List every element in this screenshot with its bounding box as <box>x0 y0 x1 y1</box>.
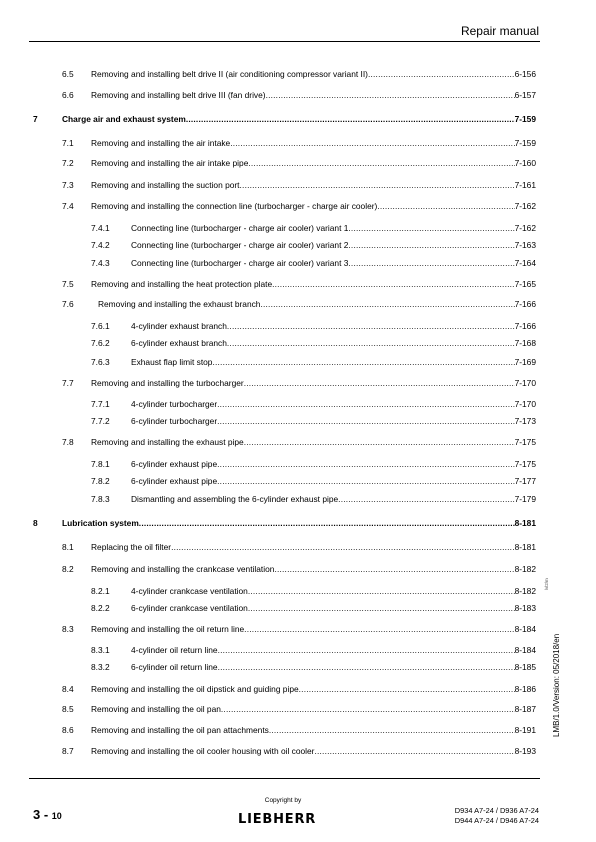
toc-title: Removing and installing the turbocharger <box>91 378 244 388</box>
toc-page: 8-193 <box>514 746 536 756</box>
toc-title: Replacing the oil filter <box>91 542 172 552</box>
toc-entry <box>131 319 536 333</box>
toc-title: Lubrication system <box>62 518 139 528</box>
toc-page: 7-162 <box>514 223 536 233</box>
document-version: LMB/1.0/Version: 05/2018/en <box>552 633 561 737</box>
toc-leader-dots <box>248 584 515 598</box>
toc-leader-dots <box>269 723 515 737</box>
toc-leader-dots <box>186 112 515 126</box>
toc-section[interactable] <box>0 562 596 576</box>
toc-title: Removing and installing the oil pan attachments <box>91 725 269 735</box>
toc-leader-dots <box>227 319 515 333</box>
toc-number: 7.1 <box>62 138 74 148</box>
toc-section[interactable] <box>0 156 596 170</box>
model-designations <box>455 806 539 826</box>
toc-title: Removing and installing the air intake <box>91 138 231 148</box>
toc-leader-dots <box>217 457 514 471</box>
toc-page: 7-159 <box>514 114 536 124</box>
page-number-sub: 10 <box>51 811 62 821</box>
toc-leader-dots <box>348 238 514 252</box>
toc-number: 7.5 <box>62 279 74 289</box>
toc-number: 7.6.2 <box>91 338 110 348</box>
toc-subsection[interactable] <box>0 336 596 350</box>
toc-entry <box>91 562 536 576</box>
toc-entry <box>62 112 536 126</box>
toc-title: Removing and installing belt drive II (air conditioning compressor variant II) <box>91 69 368 79</box>
brand-logo: LIEBHERR <box>238 812 317 827</box>
toc-number: 7.3 <box>62 180 74 190</box>
toc-title: Removing and installing the exhaust pipe <box>91 437 244 447</box>
toc-page: 7-164 <box>514 258 536 268</box>
toc-leader-dots <box>244 376 515 390</box>
toc-section[interactable] <box>0 199 596 213</box>
toc-entry <box>91 435 536 449</box>
models-line-1: D934 A7-24 / D936 A7-24 <box>454 806 539 815</box>
toc-subsection[interactable] <box>0 601 596 615</box>
toc-number: 7.7.1 <box>91 399 110 409</box>
toc-leader-dots <box>217 397 514 411</box>
toc-leader-dots <box>230 136 514 150</box>
toc-title: Connecting line (turbocharger - charge air cooler) variant 1 <box>131 223 349 233</box>
toc-page: 8-182 <box>514 586 536 596</box>
toc-number: 7.7 <box>62 378 74 388</box>
toc-entry <box>131 474 536 488</box>
toc-page: 6-156 <box>514 69 536 79</box>
toc-leader-dots <box>240 178 515 192</box>
toc-leader-dots <box>248 601 515 615</box>
toc-leader-dots <box>171 540 515 554</box>
toc-number: 8.3.1 <box>91 645 110 655</box>
toc-number: 7.8.1 <box>91 459 110 469</box>
toc-entry <box>131 256 536 270</box>
toc-title: 6-cylinder turbocharger <box>131 416 218 426</box>
toc-title: 6-cylinder exhaust pipe <box>131 476 218 486</box>
toc-chapter[interactable] <box>0 112 596 126</box>
toc-section[interactable] <box>0 88 596 102</box>
header-rule <box>29 41 540 42</box>
toc-page: 8-191 <box>514 725 536 735</box>
toc-entry <box>91 136 536 150</box>
toc-number: 7.6.1 <box>91 321 110 331</box>
toc-page: 8-184 <box>514 645 536 655</box>
toc-entry <box>91 744 536 758</box>
toc-number: 7.7.2 <box>91 416 110 426</box>
toc-title: Dismantling and assembling the 6-cylinder exhaust pipe <box>131 494 339 504</box>
header-title: Repair manual <box>460 24 539 38</box>
toc-entry <box>91 682 536 696</box>
toc-entry <box>91 88 536 102</box>
toc-page: 7-163 <box>514 240 536 250</box>
toc-entry <box>91 199 536 213</box>
toc-leader-dots <box>244 435 515 449</box>
toc-title: Removing and installing the oil dipstick and guiding pipe <box>91 684 299 694</box>
toc-page: 7-166 <box>514 321 536 331</box>
toc-title: 4-cylinder oil return line <box>131 645 218 655</box>
toc-leader-dots <box>368 67 515 81</box>
copyright-label: Copyright by <box>264 797 302 804</box>
toc-section[interactable] <box>0 622 596 636</box>
toc-page: 8-184 <box>514 624 536 634</box>
toc-leader-dots <box>274 562 514 576</box>
page-number-chapter: 3 - <box>33 807 52 822</box>
toc-entry <box>91 540 536 554</box>
toc-title: 6-cylinder crankcase ventilation <box>131 603 248 613</box>
toc-page: 7-162 <box>514 201 536 211</box>
models-line-2: D944 A7-24 / D946 A7-24 <box>454 816 539 825</box>
toc-number: 6.6 <box>62 90 74 100</box>
toc-page: 8-183 <box>514 603 536 613</box>
toc-subsection[interactable] <box>0 355 596 369</box>
toc-title: Removing and installing the oil pan <box>91 704 221 714</box>
toc-title: Removing and installing the connection line (turbocharger - charge air cooler) <box>91 201 378 211</box>
toc-page: 7-159 <box>514 138 536 148</box>
toc-number: 7.4 <box>62 201 74 211</box>
toc-title: Removing and installing the exhaust branch <box>91 299 261 309</box>
toc-subsection[interactable] <box>0 660 596 674</box>
toc-page: 8-187 <box>514 704 536 714</box>
toc-number: 7.4.1 <box>91 223 110 233</box>
toc-title: 6-cylinder exhaust pipe <box>131 459 218 469</box>
page-number <box>33 807 62 822</box>
toc-entry <box>131 355 536 369</box>
toc-leader-dots <box>212 355 514 369</box>
toc-entry <box>131 221 536 235</box>
toc-page: 7-168 <box>514 338 536 348</box>
toc-page: 7-177 <box>514 476 536 486</box>
toc-leader-dots <box>348 256 514 270</box>
toc-leader-dots <box>248 156 514 170</box>
toc-title: Removing and installing belt drive III (fan drive) <box>91 90 266 100</box>
toc-section[interactable] <box>0 178 596 192</box>
toc-page: 8-182 <box>514 564 536 574</box>
toc-title: 4-cylinder exhaust branch <box>131 321 227 331</box>
toc-leader-dots <box>260 297 514 311</box>
toc-leader-dots <box>227 336 515 350</box>
toc-page: 7-175 <box>514 459 536 469</box>
toc-leader-dots <box>217 414 514 428</box>
toc-page: 7-160 <box>514 158 536 168</box>
toc-subsection[interactable] <box>0 319 596 333</box>
toc-subsection[interactable] <box>0 238 596 252</box>
toc-leader-dots <box>266 88 515 102</box>
toc-chapter[interactable] <box>0 516 596 530</box>
toc-title: Removing and installing the crankcase ventilation <box>91 564 275 574</box>
toc-entry <box>131 643 536 657</box>
toc-title: Removing and installing the heat protection plate <box>91 279 273 289</box>
toc-page: 7-173 <box>514 416 536 426</box>
toc-section[interactable] <box>0 702 596 716</box>
toc-page: 8-186 <box>514 684 536 694</box>
toc-leader-dots <box>314 744 514 758</box>
toc-subsection[interactable] <box>0 414 596 428</box>
toc-number: 8.2 <box>62 564 74 574</box>
toc-entry <box>131 601 536 615</box>
toc-entry <box>91 178 536 192</box>
toc-number: 7.8.3 <box>91 494 110 504</box>
toc-page: 8-181 <box>514 542 536 552</box>
toc-leader-dots <box>272 277 514 291</box>
toc-leader-dots <box>244 622 514 636</box>
toc-title: Removing and installing the suction port <box>91 180 240 190</box>
toc-page: 7-175 <box>514 437 536 447</box>
toc-leader-dots <box>348 221 514 235</box>
toc-leader-dots <box>299 682 515 696</box>
toc-entry <box>131 584 536 598</box>
toc-leader-dots <box>338 492 514 506</box>
toc-section[interactable] <box>0 723 596 737</box>
toc-number: 7.6.3 <box>91 357 110 367</box>
toc-entry <box>91 723 536 737</box>
toc-number: 8.7 <box>62 746 74 756</box>
toc-number: 7.4.2 <box>91 240 110 250</box>
toc-number: 7 <box>33 114 38 124</box>
toc-page: 8-185 <box>514 662 536 672</box>
toc-entry <box>131 397 536 411</box>
toc-subsection[interactable] <box>0 584 596 598</box>
toc-number: 8.2.2 <box>91 603 110 613</box>
toc-page: 7-161 <box>514 180 536 190</box>
toc-page: 7-170 <box>514 378 536 388</box>
toc-entry <box>131 238 536 252</box>
toc-subsection[interactable] <box>0 397 596 411</box>
toc-section[interactable] <box>0 435 596 449</box>
toc-number: 8.5 <box>62 704 74 714</box>
toc-number: 8.3.2 <box>91 662 110 672</box>
toc-number: 8.3 <box>62 624 74 634</box>
toc-entry <box>91 156 536 170</box>
toc-entry <box>91 622 536 636</box>
toc-title: 6-cylinder exhaust branch <box>131 338 227 348</box>
toc-section[interactable] <box>0 744 596 758</box>
toc-entry <box>62 516 536 530</box>
toc-entry <box>91 702 536 716</box>
toc-title: 4-cylinder turbocharger <box>131 399 218 409</box>
toc-page: 7-169 <box>514 357 536 367</box>
toc-title: Exhaust flap limit stop <box>131 357 213 367</box>
toc-title: 6-cylinder oil return line <box>131 662 218 672</box>
toc-page: 8-181 <box>514 518 536 528</box>
toc-section[interactable] <box>0 136 596 150</box>
toc-title: Removing and installing the oil cooler housing with oil cooler <box>91 746 315 756</box>
toc-subsection[interactable] <box>0 643 596 657</box>
toc-subsection[interactable] <box>0 474 596 488</box>
toc-title: Connecting line (turbocharger - charge air cooler) variant 3 <box>131 258 349 268</box>
toc-number: 8 <box>33 518 38 528</box>
toc-section[interactable] <box>0 682 596 696</box>
side-mark: lvl2/m <box>544 578 549 590</box>
toc-page: 7-165 <box>514 279 536 289</box>
toc-number: 7.2 <box>62 158 74 168</box>
toc-page: 7-166 <box>514 299 536 309</box>
toc-title: Connecting line (turbocharger - charge air cooler) variant 2 <box>131 240 349 250</box>
toc-leader-dots <box>139 516 515 530</box>
toc-number: 7.8 <box>62 437 74 447</box>
toc-entry <box>131 457 536 471</box>
toc-section[interactable] <box>0 297 596 311</box>
toc-number: 8.6 <box>62 725 74 735</box>
toc-section[interactable] <box>0 277 596 291</box>
toc-entry <box>91 297 536 311</box>
toc-title: Removing and installing the oil return line <box>91 624 245 634</box>
toc-title: 4-cylinder crankcase ventilation <box>131 586 248 596</box>
toc-leader-dots <box>221 702 515 716</box>
toc-entry <box>91 67 536 81</box>
toc-number: 7.6 <box>62 299 74 309</box>
toc-entry <box>91 277 536 291</box>
toc-entry <box>131 336 536 350</box>
toc-leader-dots <box>217 474 514 488</box>
toc-leader-dots <box>377 199 514 213</box>
toc-subsection[interactable] <box>0 457 596 471</box>
toc-page: 7-170 <box>514 399 536 409</box>
toc-subsection[interactable] <box>0 221 596 235</box>
toc-number: 8.4 <box>62 684 74 694</box>
toc-number: 6.5 <box>62 69 74 79</box>
toc-page: 6-157 <box>514 90 536 100</box>
toc-entry <box>91 376 536 390</box>
footer-rule <box>29 778 540 779</box>
toc-number: 8.2.1 <box>91 586 110 596</box>
toc-entry <box>131 492 536 506</box>
toc-entry <box>131 414 536 428</box>
toc-number: 8.1 <box>62 542 74 552</box>
toc-section[interactable] <box>0 67 596 81</box>
toc-page: 7-179 <box>514 494 536 504</box>
toc-subsection[interactable] <box>0 492 596 506</box>
toc-number: 7.4.3 <box>91 258 110 268</box>
toc-subsection[interactable] <box>0 256 596 270</box>
toc-section[interactable] <box>0 376 596 390</box>
toc-title: Removing and installing the air intake pipe <box>91 158 249 168</box>
toc-leader-dots <box>218 660 515 674</box>
toc-section[interactable] <box>0 540 596 554</box>
toc-title: Charge air and exhaust system <box>62 114 186 124</box>
toc-leader-dots <box>218 643 515 657</box>
toc-entry <box>131 660 536 674</box>
toc-number: 7.8.2 <box>91 476 110 486</box>
